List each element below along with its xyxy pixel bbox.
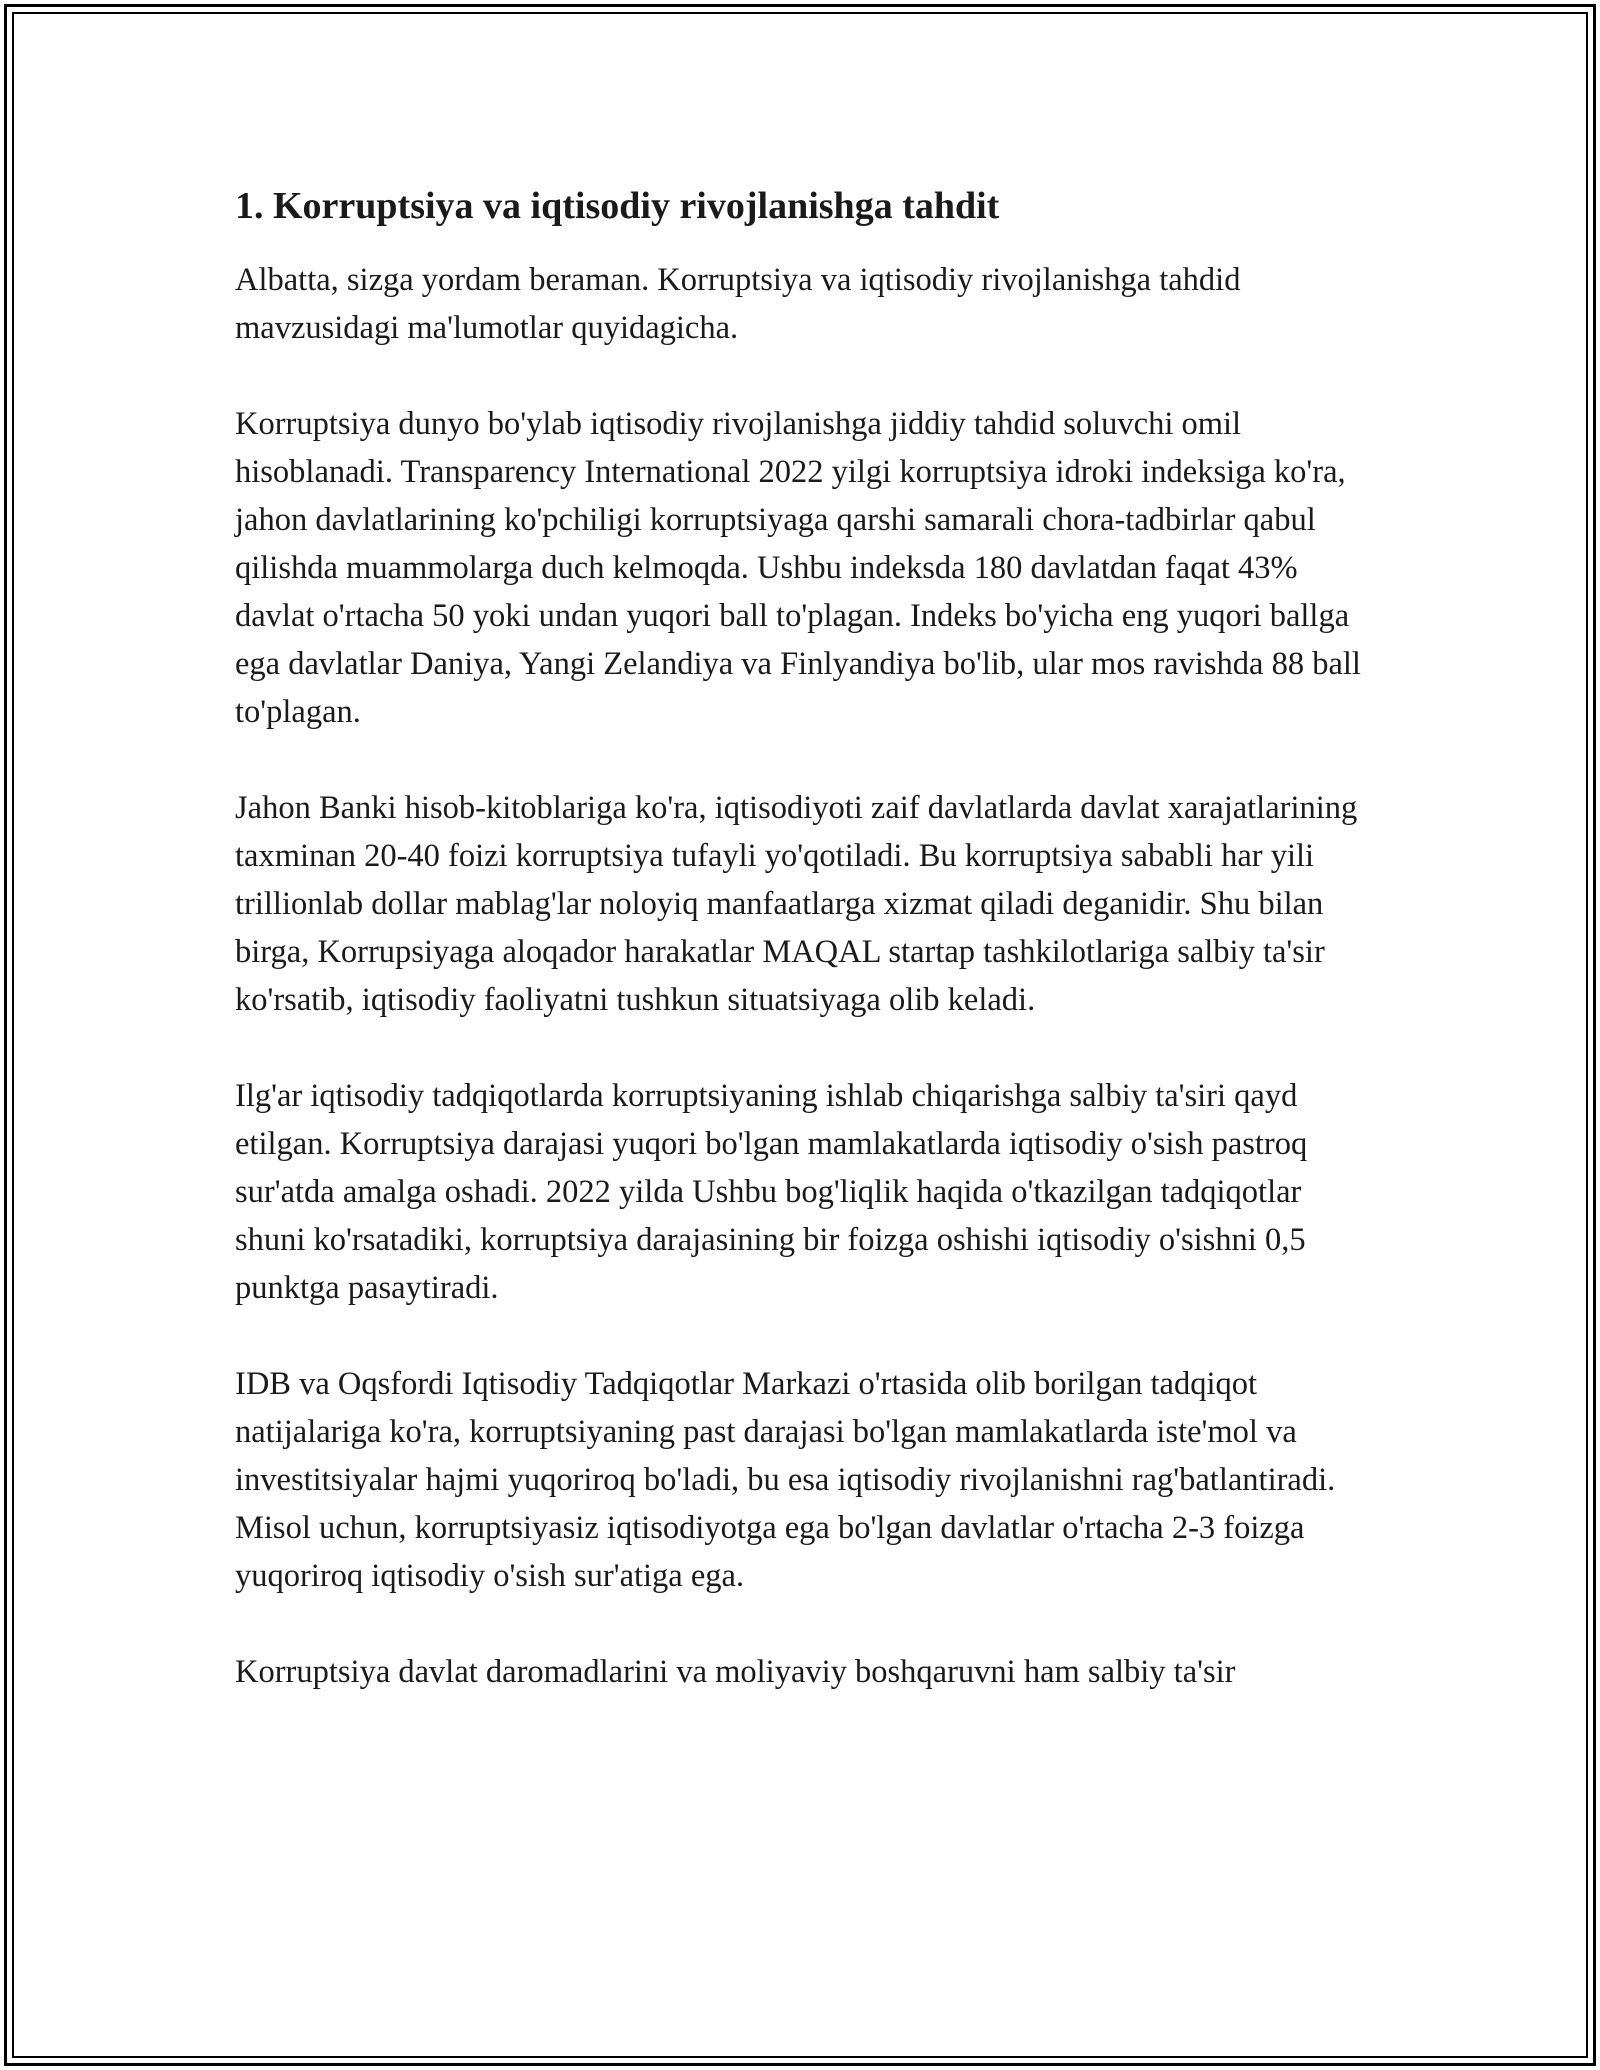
paragraph-idb-oxford: IDB va Oqsfordi Iqtisodiy Tadqiqotlar Markazi o'rtasida olib borilgan tadqiqot natijalariga ko'ra, korruptsiyaning past darajasi bo'lgan mamlakatlarda iste'mol va investitsiyalar hajmi yuqoriroq bo'ladi, bu esa iqtisodiy rivojlanishni rag'batlantiradi. Misol uchun, korruptsiyasiz iqtisodiyotga ega bo'lgan davlatlar o'rtacha 2-3 foizga yuqoriroq iqtisodiy o'sish sur'atiga ega. [235,1365,1336,1594]
document-body [235,184,1375,1744]
paragraph-intro: Albatta, sizga yordam beraman. Korruptsiya va iqtisodiy rivojlanishga tahdid mavzusidagi ma'lumotlar quyidagicha. [235,261,1241,346]
paragraph-world-bank: Jahon Banki hisob-kitoblariga ko'ra, iqtisodiyoti zaif davlatlarda davlat xarajatlarining taxminan 20-40 foizi korruptsiya tufayli yo'qotiladi. Bu korruptsiya sababli har yili trillionlab dollar mablag'lar noloyiq manfaatlarga xizmat qiladi deganidir. Shu bilan birga, Korrupsiyaga aloqador harakatlar MAQAL startap tashkilotlariga salbiy ta'sir ko'rsatib, iqtisodiy faoliyatni tushkun situatsiyaga olib keladi. [235,789,1358,1018]
paragraph-research: Ilg'ar iqtisodiy tadqiqotlarda korruptsiyaning ishlab chiqarishga salbiy ta'siri qayd etilgan. Korruptsiya darajasi yuqori bo'lgan mamlakatlarda iqtisodiy o'sish pastroq sur'atda amalga oshadi. 2022 yilda Ushbu bog'liqlik haqida o'tkazilgan tadqiqotlar shuni ko'rsatadiki, korruptsiya darajasining bir foizga oshishi iqtisodiy o'sishni 0,5 punktga pasaytiradi. [235,1077,1308,1306]
paragraph-transparency-index: Korruptsiya dunyo bo'ylab iqtisodiy rivojlanishga jiddiy tahdid soluvchi omil hisoblanadi. Transparency International 2022 yilgi korruptsiya idroki indeksiga ko'ra, jahon davlatlarining ko'pchiligi korruptsiyaga qarshi samarali chora-tadbirlar qabul qilishda muammolarga duch kelmoqda. Ushbu indeksda 180 davlatdan faqat 43% davlat o'rtacha 50 yoki undan yuqori ball to'plagan. Indeks bo'yicha eng yuqori ballga ega davlatlar Daniya, Yangi Zelandiya va Finlyandiya bo'lib, ular mos ravishda 88 ball to'plagan. [235,405,1361,730]
paragraph-revenue: Korruptsiya davlat daromadlarini va moliyaviy boshqaruvni ham salbiy ta'sir [235,1653,1236,1690]
document-title: 1. Korruptsiya va iqtisodiy rivojlanishga tahdit [235,185,1000,227]
